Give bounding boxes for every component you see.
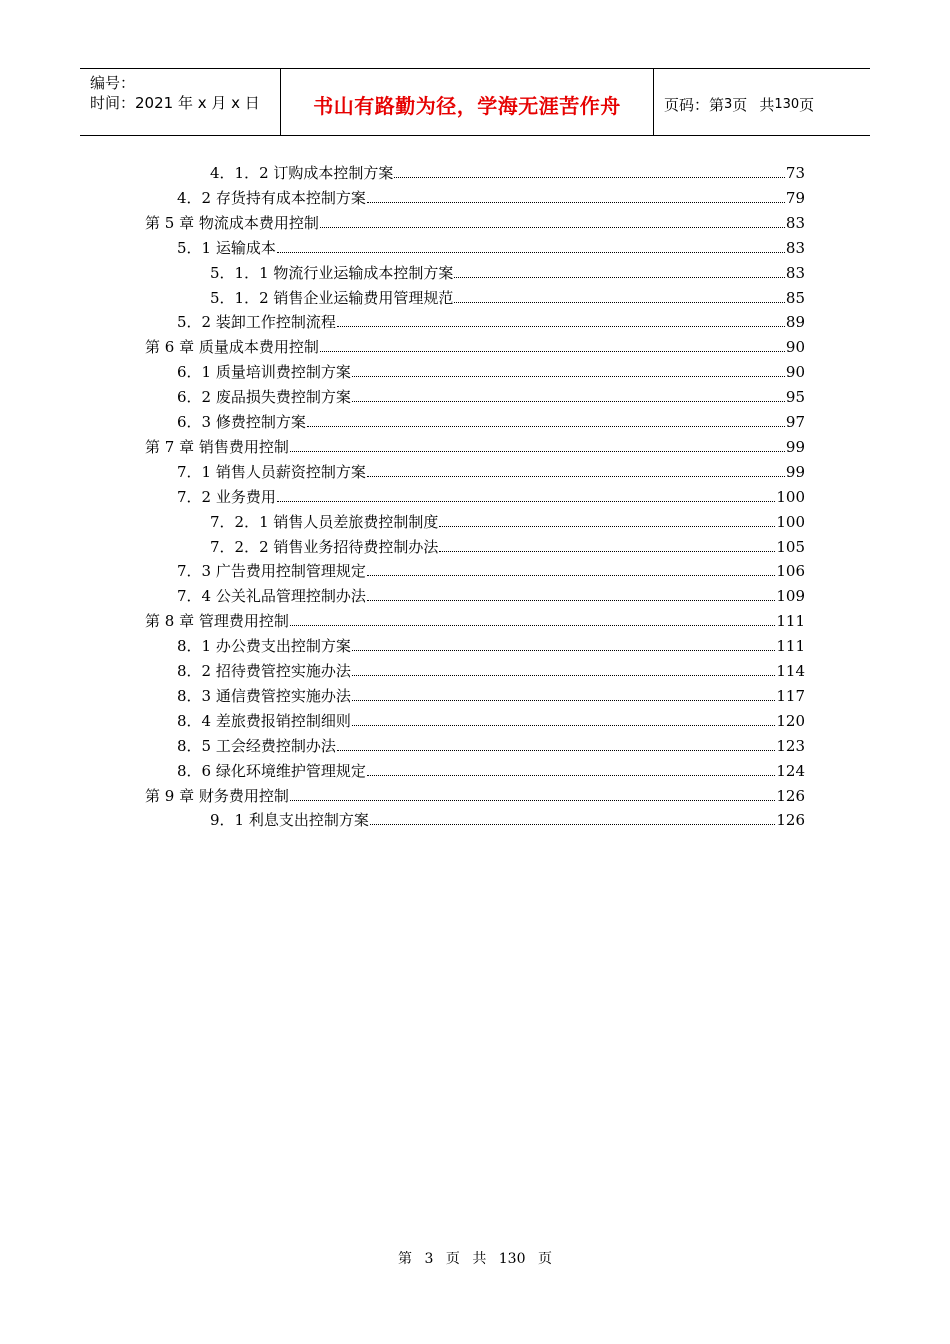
toc-entry-label: 第 5 章 物流成本费用控制 (145, 213, 319, 232)
toc-entry-label: 8．5 工会经费控制办法 (177, 736, 336, 755)
toc-entry[interactable] (177, 384, 805, 406)
footer-total: 130 (498, 1251, 526, 1267)
toc-entry-label: 第 7 章 销售费用控制 (145, 437, 289, 456)
header-number-label: 编号： (90, 74, 136, 92)
toc-dot-leader (394, 177, 785, 178)
toc-entry[interactable] (177, 683, 805, 705)
header-page-info (654, 69, 870, 135)
toc-dot-leader (367, 775, 776, 776)
toc-dot-leader (290, 625, 776, 626)
toc-entry-label: 7．4 公关礼品管理控制办法 (177, 587, 366, 606)
toc-entry[interactable] (210, 509, 805, 531)
toc-entry-page: 114 (776, 662, 805, 680)
toc-entry-label: 4．1．2 订购成本控制方案 (210, 164, 394, 182)
toc-dot-leader (290, 800, 776, 801)
toc-entry[interactable] (210, 285, 805, 307)
toc-entry-page: 95 (785, 388, 805, 407)
toc-entry[interactable] (210, 260, 805, 282)
toc-entry[interactable] (177, 583, 805, 605)
toc-dot-leader (352, 376, 785, 377)
toc-entry-page: 106 (776, 562, 805, 581)
header-motto-cell (281, 69, 654, 135)
toc-entry[interactable] (177, 359, 805, 381)
toc-dot-leader (352, 401, 785, 402)
toc-entry-label: 第 8 章 管理费用控制 (145, 612, 289, 631)
toc-dot-leader (352, 725, 776, 726)
toc-dot-leader (352, 650, 776, 651)
toc-entry[interactable] (177, 633, 805, 655)
toc-entry-label: 8．3 通信费管控实施办法 (177, 686, 351, 705)
toc-entry[interactable] (145, 334, 805, 356)
toc-entry-label: 第 6 章 质量成本费用控制 (145, 338, 319, 357)
toc-entry-label: 7．3 广告费用控制管理规定 (177, 562, 366, 581)
toc-entry-label: 5．2 装卸工作控制流程 (177, 313, 336, 332)
toc-entry-page: 90 (785, 338, 805, 357)
toc-entry-label: 7．2．2 销售业务招待费控制办法 (210, 537, 439, 556)
toc-dot-leader (320, 227, 785, 228)
toc-entry[interactable] (177, 409, 805, 431)
toc-entry[interactable] (210, 807, 805, 829)
header-page-total: 130 (774, 96, 800, 112)
toc-entry-page: 83 (785, 263, 805, 282)
toc-entry[interactable] (177, 658, 805, 680)
footer-total-unit: 页 (537, 1251, 552, 1267)
toc-dot-leader (454, 277, 785, 278)
toc-entry[interactable] (177, 733, 805, 755)
toc-dot-leader (454, 302, 785, 303)
toc-entry-label: 7．2．1 销售人员差旅费控制制度 (210, 512, 439, 531)
toc-dot-leader (277, 252, 785, 253)
toc-entry-page: 99 (785, 462, 805, 481)
toc-entry-page: 83 (785, 238, 805, 257)
toc-entry-page: 97 (785, 413, 805, 431)
toc-entry-label: 6．3 修费控制方案 (177, 413, 306, 431)
toc-entry-page: 83 (785, 213, 805, 232)
toc-entry[interactable] (177, 484, 805, 506)
toc-dot-leader (439, 551, 775, 552)
toc-entry-page: 90 (785, 363, 805, 382)
toc-entry-page: 126 (776, 811, 805, 830)
toc-entry-label: 9．1 利息支出控制方案 (210, 811, 369, 830)
toc-dot-leader (337, 326, 785, 327)
toc-entry[interactable] (210, 534, 805, 556)
toc-dot-leader (337, 750, 776, 751)
toc-entry-page: 117 (776, 686, 805, 705)
toc-dot-leader (367, 600, 776, 601)
toc-dot-leader (367, 476, 785, 477)
toc-entry-label: 5．1．2 销售企业运输费用管理规范 (210, 288, 454, 307)
header-time-row (90, 93, 280, 113)
toc-dot-leader (277, 501, 776, 502)
toc-entry-label: 7．2 业务费用 (177, 487, 276, 506)
toc-entry-page: 126 (776, 786, 805, 805)
toc-dot-leader (367, 202, 785, 203)
toc-entry[interactable] (145, 434, 805, 456)
footer-current: 3 (424, 1251, 434, 1267)
toc-entry[interactable] (145, 608, 805, 630)
toc-entry-page: 85 (785, 288, 805, 307)
header-page-current: 3 (724, 96, 733, 112)
page-footer (0, 1248, 950, 1268)
header-meta (80, 69, 281, 135)
toc-dot-leader (439, 526, 775, 527)
toc-entry[interactable] (145, 783, 805, 805)
toc-entry[interactable] (177, 185, 805, 207)
toc-dot-leader (352, 675, 776, 676)
toc-dot-leader (370, 824, 776, 825)
header-page-total-label: 共 (759, 95, 775, 114)
footer-unit: 页 (445, 1251, 460, 1267)
header-page-label: 页码：第 (664, 95, 725, 114)
toc-entry-label: 4．2 存货持有成本控制方案 (177, 188, 366, 207)
toc-entry-page: 100 (776, 487, 805, 506)
footer-prefix: 第 (398, 1251, 413, 1267)
toc-entry-page: 124 (776, 761, 805, 780)
header-page-total-unit: 页 (799, 95, 815, 114)
toc-entry[interactable] (210, 160, 805, 182)
toc-entry-label: 第 9 章 财务费用控制 (145, 786, 289, 805)
toc-entry-label: 6．1 质量培训费控制方案 (177, 363, 351, 382)
header-page-unit: 页 (732, 95, 748, 114)
toc-entry-page: 89 (785, 313, 805, 332)
toc-entry-page: 100 (776, 512, 805, 531)
toc-entry-label: 5．1．1 物流行业运输成本控制方案 (210, 263, 454, 282)
toc-entry[interactable] (177, 558, 805, 580)
toc-entry-page: 120 (776, 711, 805, 730)
toc-dot-leader (367, 575, 776, 576)
toc-entry-page: 111 (776, 612, 805, 631)
header-time-label: 时间： (90, 94, 136, 112)
toc-entry-page: 111 (776, 637, 805, 656)
toc-entry-label: 8．4 差旅费报销控制细则 (177, 711, 351, 730)
toc-dot-leader (307, 426, 785, 427)
toc-entry-page: 123 (776, 736, 805, 755)
toc-entry[interactable] (177, 758, 805, 780)
toc-entry-label: 7．1 销售人员薪资控制方案 (177, 462, 366, 481)
toc-entry[interactable] (145, 210, 805, 232)
toc-entry-label: 8．1 办公费支出控制方案 (177, 637, 351, 656)
toc-dot-leader (320, 351, 785, 352)
toc-entry-page: 105 (776, 537, 805, 556)
toc-entry[interactable] (177, 708, 805, 730)
header-motto: 书山有路勤为径，学海无涯苦作舟 (313, 93, 621, 118)
toc-entry[interactable] (177, 459, 805, 481)
toc-entry-page: 73 (785, 164, 805, 182)
footer-total-label: 共 (472, 1251, 487, 1267)
toc-entry[interactable] (177, 309, 805, 331)
toc-dot-leader (290, 451, 785, 452)
page-header (80, 68, 870, 136)
toc-entry-label: 8．2 招待费管控实施办法 (177, 662, 351, 680)
toc-entry-label: 6．2 废品损失费控制方案 (177, 388, 351, 407)
toc-entry[interactable] (177, 235, 805, 257)
header-time-value: 2021 年 x 月 x 日 (135, 94, 260, 112)
toc-entry-page: 109 (776, 587, 805, 606)
toc-entry-label: 5．1 运输成本 (177, 238, 276, 257)
toc-entry-page: 99 (785, 437, 805, 456)
toc-dot-leader (352, 700, 776, 701)
toc-entry-label: 8．6 绿化环境维护管理规定 (177, 761, 366, 780)
toc-entry-page: 79 (785, 188, 805, 207)
